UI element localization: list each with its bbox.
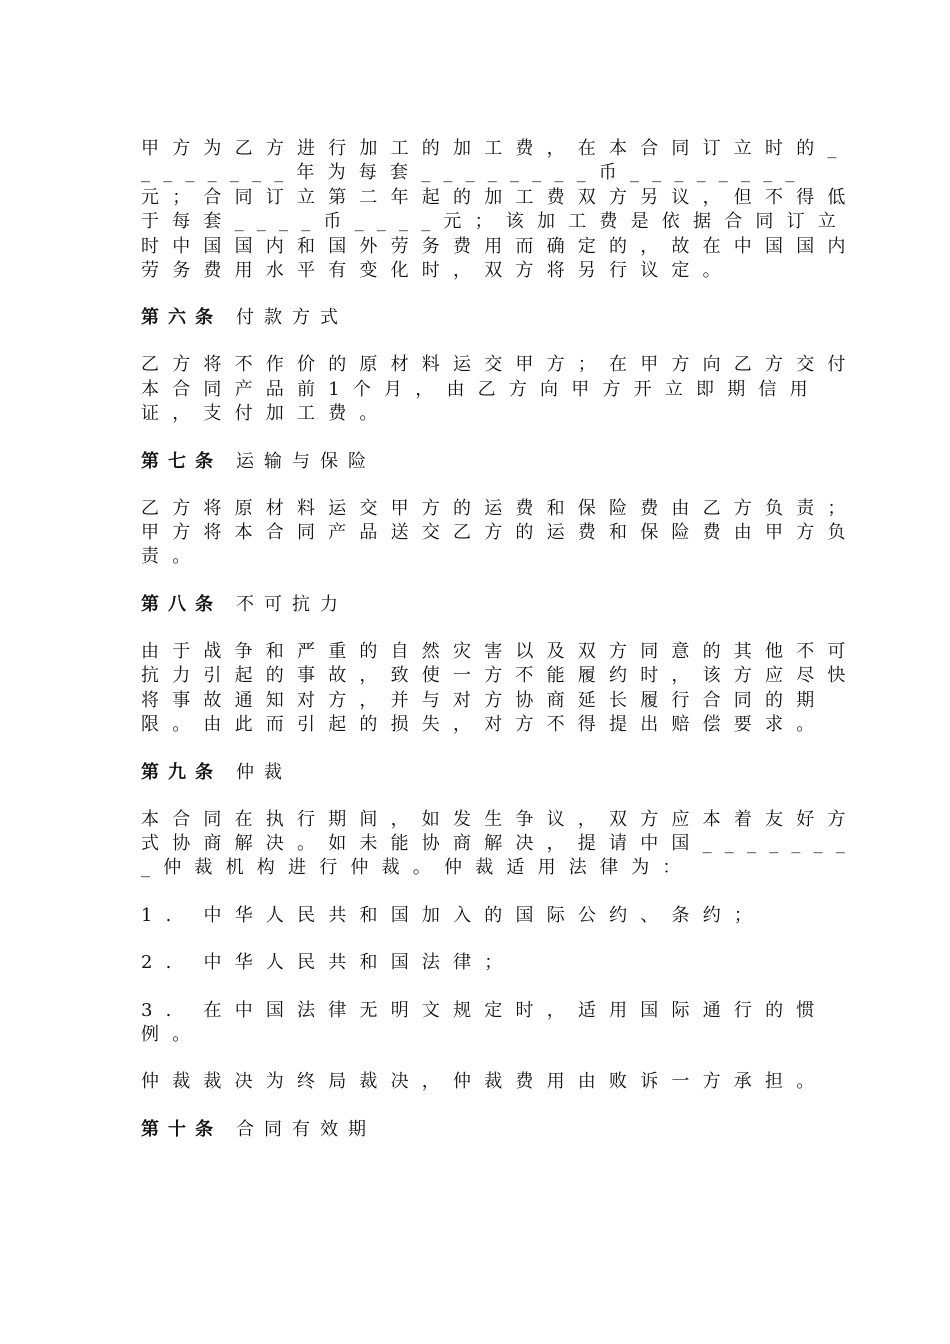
article-6-heading <box>141 306 861 330</box>
article-8-number: 第八条 <box>141 593 222 615</box>
article-6-title: 付款方式 <box>236 307 348 329</box>
law-item-3: 3. 在中国法律无明文规定时，适用国际通行的惯例。 <box>141 999 828 1045</box>
article-9-title: 仲裁 <box>236 761 292 783</box>
article-6-number: 第六条 <box>141 307 222 329</box>
article-9-number: 第九条 <box>141 761 222 783</box>
fee-paragraph: 甲方为乙方进行加工的加工费，在本合同订立时的________年为每套________币________元；合同订立第二年起的加工费双方另议，但不得低于每套____币____元；该加工费是依据合同订立时中国国内和国外劳务费用而确定的，故在中国国内劳务费用水平有变化时，双方将另行议定。 <box>141 138 859 282</box>
document-page <box>141 137 861 1165</box>
article-10-number: 第十条 <box>141 1118 222 1140</box>
transport-paragraph: 乙方将原材料运交甲方的运费和保险费由乙方负责；甲方将本合同产品送交乙方的运费和保险费由甲方负责。 <box>141 497 859 568</box>
article-9-heading <box>141 761 861 785</box>
final-ruling-paragraph: 仲裁裁决为终局裁决，仲裁费用由败诉一方承担。 <box>141 1071 828 1093</box>
article-7-heading <box>141 450 861 474</box>
article-7-number: 第七条 <box>141 450 222 472</box>
article-7-title: 运输与保险 <box>236 450 376 472</box>
article-10-heading <box>141 1118 861 1142</box>
arbitration-paragraph: 本合同在执行期间，如发生争议，双方应本着友好方式协商解决。如未能协商解决，提请中国________仲裁机构进行仲裁。仲裁适用法律为： <box>141 808 859 879</box>
payment-paragraph: 乙方将不作价的原材料运交甲方；在甲方向乙方交付本合同产品前1个月，由乙方向甲方开立即期信用证，支付加工费。 <box>141 354 859 425</box>
article-8-heading <box>141 593 861 617</box>
article-8-title: 不可抗力 <box>236 593 348 615</box>
law-item-2: 2. 中华人民共和国法律； <box>141 952 516 974</box>
law-item-1: 1. 中华人民共和国加入的国际公约、条约； <box>141 904 766 926</box>
article-10-title: 合同有效期 <box>236 1118 376 1140</box>
force-majeure-paragraph: 由于战争和严重的自然灾害以及双方同意的其他不可抗力引起的事故，致使一方不能履约时，该方应尽快将事故通知对方，并与对方协商延长履行合同的期限。由此而引起的损失，对方不得提出赔偿要求。 <box>141 640 859 736</box>
